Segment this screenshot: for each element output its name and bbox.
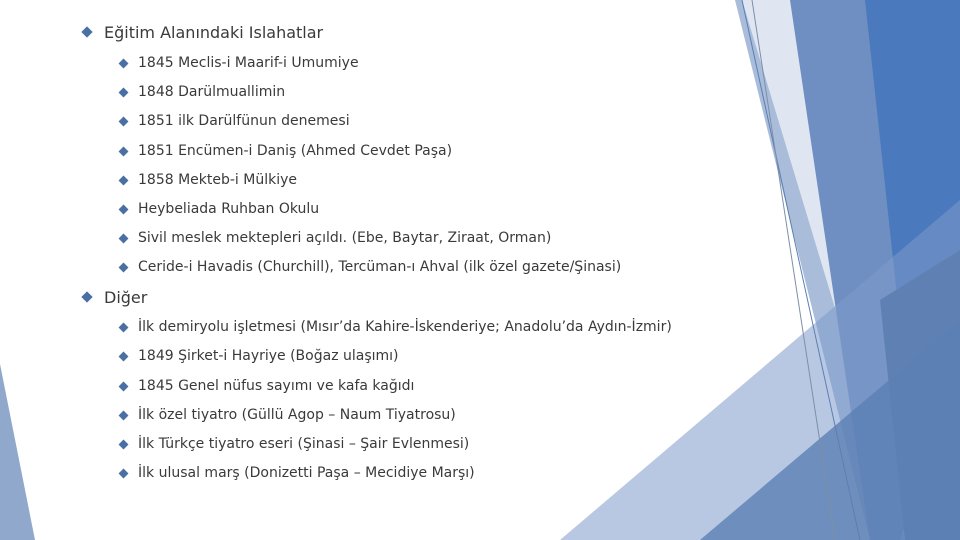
diamond-bullet-icon: [119, 439, 129, 449]
diamond-bullet-icon: [119, 87, 129, 97]
list-item: 1851 Encümen-i Daniş (Ahmed Cevdet Paşa): [117, 139, 452, 163]
diamond-bullet-icon: [119, 262, 129, 272]
list-item: 1858 Mekteb-i Mülkiye: [117, 168, 297, 192]
list-item: 1845 Genel nüfus sayımı ve kafa kağıdı: [117, 374, 414, 398]
diamond-bullet-icon: [119, 381, 129, 391]
diamond-bullet-icon: [119, 58, 129, 68]
list-item: İlk ulusal marş (Donizetti Paşa – Mecidiye Marşı): [117, 461, 475, 485]
section-heading: Eğitim Alanındaki Islahatlar: [80, 20, 323, 44]
diamond-bullet-icon: [119, 322, 129, 332]
list-item: 1845 Meclis-i Maarif-i Umumiye: [117, 51, 359, 75]
diamond-bullet-icon: [81, 26, 92, 37]
diamond-bullet-icon: [81, 291, 92, 302]
diamond-bullet-icon: [119, 351, 129, 361]
list-item: 1851 ilk Darülfünun denemesi: [117, 109, 350, 133]
diamond-bullet-icon: [119, 233, 129, 243]
list-item: Ceride-i Havadis (Churchill), Tercüman-ı Ahval (ilk özel gazete/Şinasi): [117, 255, 621, 279]
section-heading: Diğer: [80, 285, 147, 309]
diamond-bullet-icon: [119, 116, 129, 126]
list-item: İlk demiryolu işletmesi (Mısır’da Kahire-İskenderiye; Anadolu’da Aydın-İzmir): [117, 315, 672, 339]
diamond-bullet-icon: [119, 410, 129, 420]
diamond-bullet-icon: [119, 468, 129, 478]
list-item: Heybeliada Ruhban Okulu: [117, 197, 319, 221]
list-item: İlk özel tiyatro (Güllü Agop – Naum Tiyatrosu): [117, 403, 456, 427]
diamond-bullet-icon: [119, 204, 129, 214]
list-item: Sivil meslek mektepleri açıldı. (Ebe, Baytar, Ziraat, Orman): [117, 226, 551, 250]
list-item: 1848 Darülmuallimin: [117, 80, 285, 104]
list-item: 1849 Şirket-i Hayriye (Boğaz ulaşımı): [117, 344, 399, 368]
list-item: İlk Türkçe tiyatro eseri (Şinasi – Şair Evlenmesi): [117, 432, 469, 456]
diamond-bullet-icon: [119, 146, 129, 156]
diamond-bullet-icon: [119, 175, 129, 185]
